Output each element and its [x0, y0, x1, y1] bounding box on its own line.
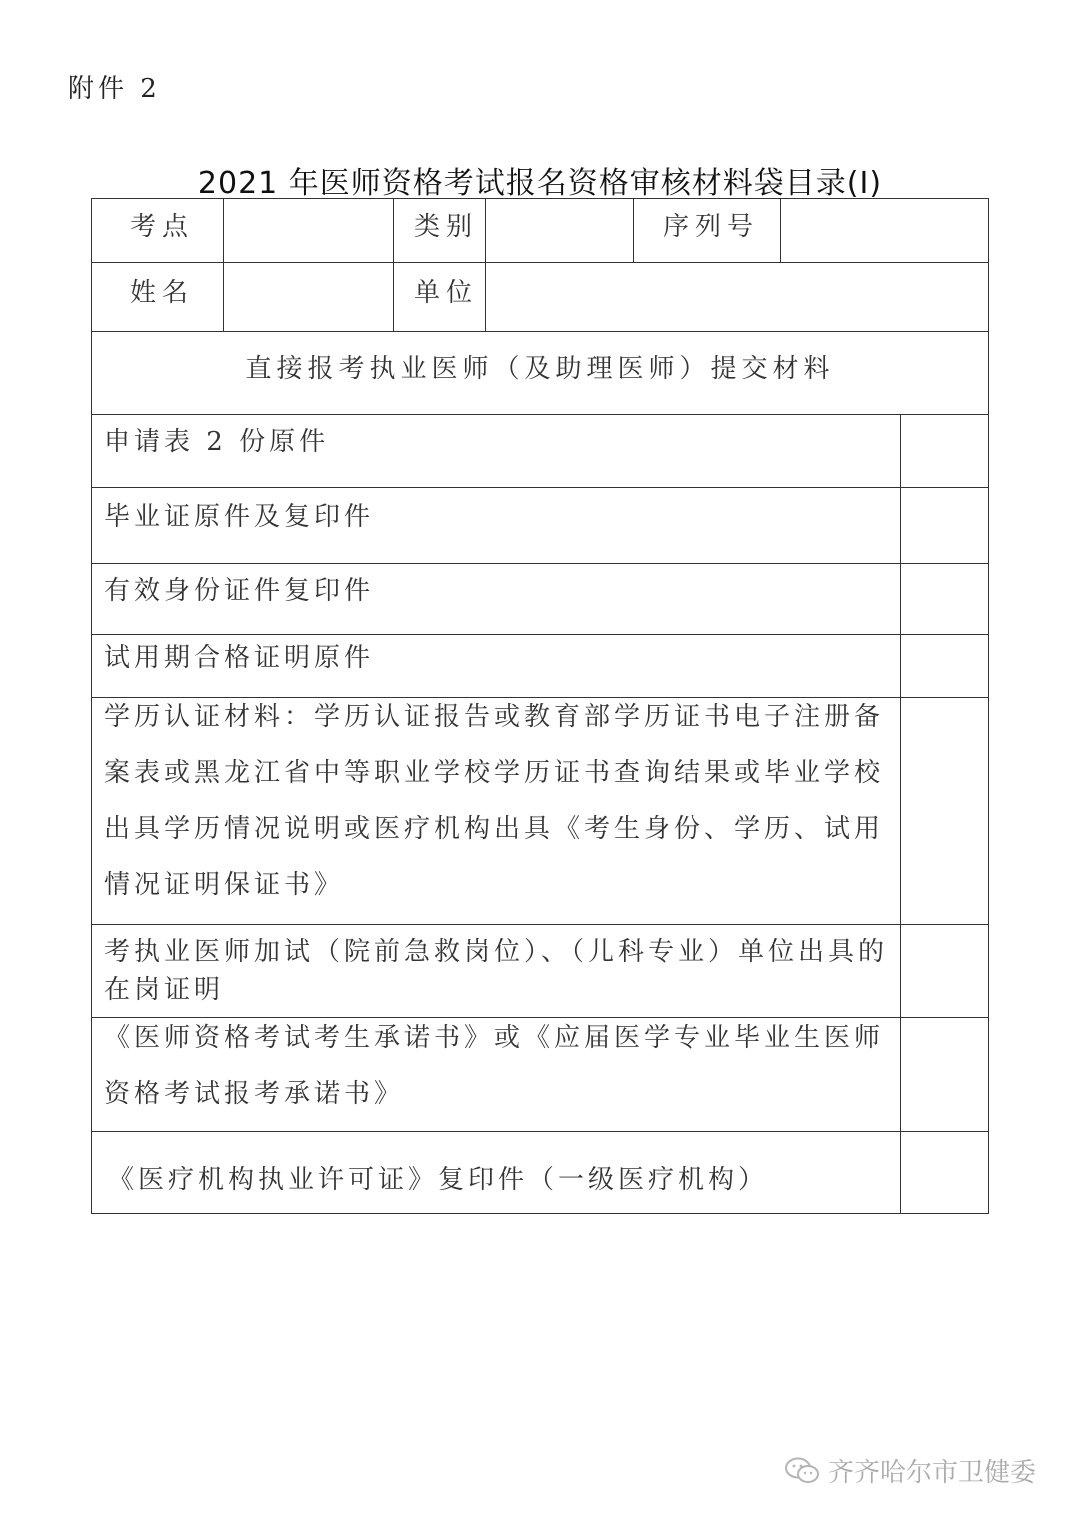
name-label: 姓名: [130, 278, 195, 308]
col-divider: [393, 198, 394, 331]
list-item: 考执业医师加试（院前急救岗位）、（儿科专业）单位出具的在岗证明: [104, 937, 889, 1005]
category-label: 类别: [414, 212, 479, 242]
watermark-text: 齐齐哈尔市卫健委: [828, 1458, 1037, 1488]
wechat-icon: [784, 1456, 820, 1486]
serial-label: 序列号: [663, 212, 760, 242]
section-title: 直接报考执业医师（及助理医师）提交材料: [245, 354, 835, 384]
list-item: 《医师资格考试考生承诺书》或《应届医学专业毕业生医师资格考试报考承诺书》: [104, 1023, 885, 1109]
check-col-divider: [900, 414, 901, 1214]
row-divider: [91, 924, 989, 925]
attachment-label: 附件 2: [68, 74, 161, 104]
watermark: [784, 1452, 1036, 1489]
row-divider: [91, 262, 989, 263]
list-item: 试用期合格证明原件: [104, 643, 375, 673]
row-divider: [91, 487, 989, 488]
page-title: 2021 年医师资格考试报名资格审核材料袋目录(I): [197, 166, 883, 201]
list-item: 《医疗机构执业许可证》复印件（一级医疗机构）: [108, 1165, 769, 1195]
unit-label: 单位: [414, 278, 479, 308]
exam-site-label: 考点: [130, 212, 195, 242]
list-item: 毕业证原件及复印件: [104, 502, 375, 532]
col-divider: [223, 198, 224, 331]
row-divider: [91, 331, 989, 332]
row-divider: [91, 1131, 989, 1132]
col-divider: [633, 198, 634, 262]
list-item: 学历认证材料：学历认证报告或教育部学历证书电子注册备案表或黑龙江省中等职业学校学历证书查询结果或毕业学校出具学历情况说明或医疗机构出具《考生身份、学历、试用情况证明保证书》: [104, 702, 885, 900]
col-divider: [780, 198, 781, 262]
list-item: 有效身份证件复印件: [104, 576, 375, 606]
list-item: 申请表 2 份原件: [104, 427, 330, 457]
col-divider: [485, 198, 486, 331]
